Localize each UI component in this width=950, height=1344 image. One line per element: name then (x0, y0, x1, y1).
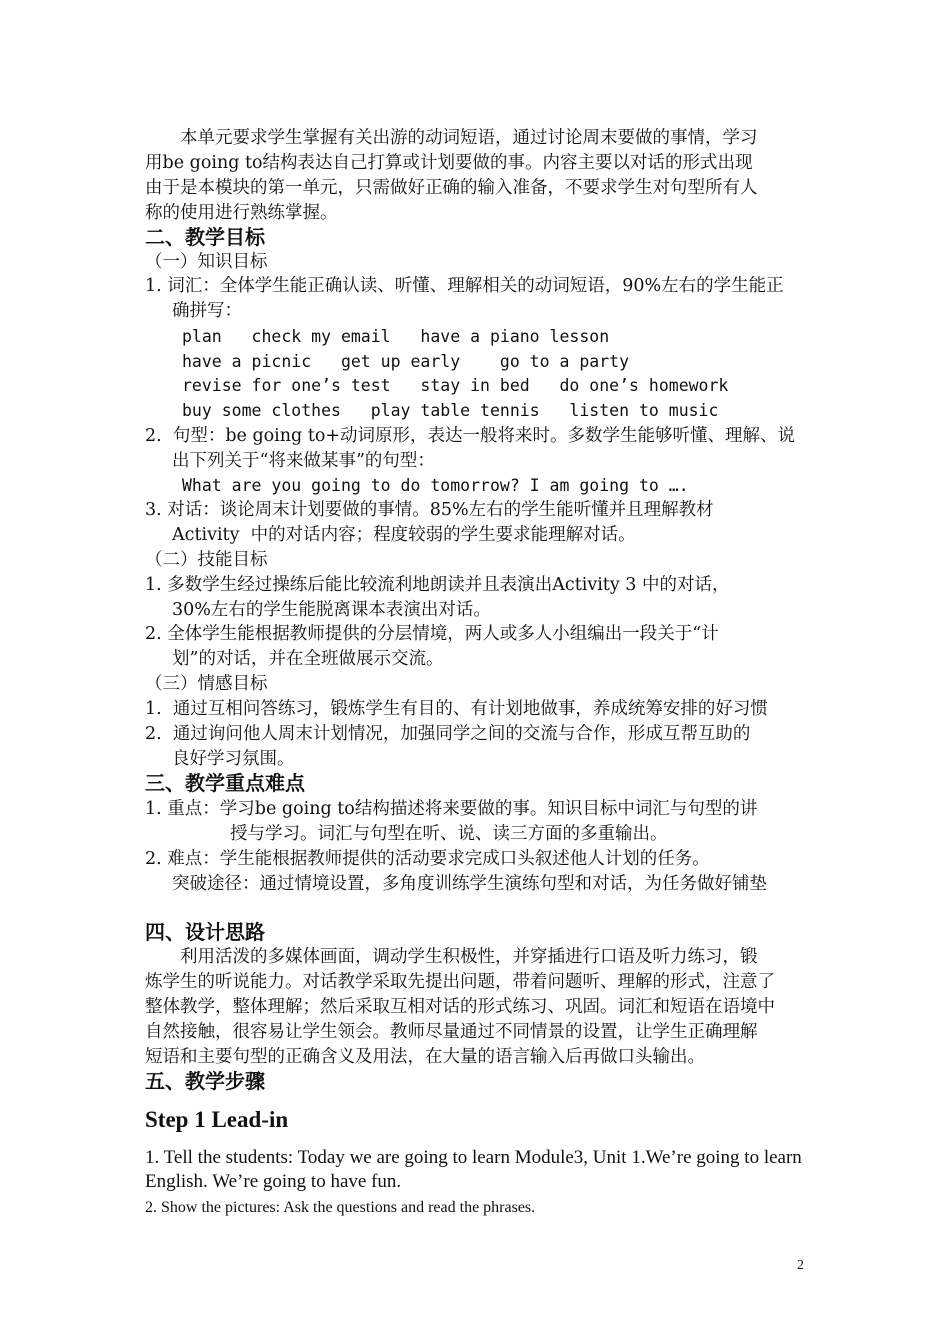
intro-line-4: 称的使用进行熟练掌握。 (145, 203, 338, 223)
section-heading-objectives: 二、教学目标 (145, 225, 265, 249)
step-1-heading: Step 1 Lead-in (145, 1107, 289, 1132)
intro-line-1: 本单元要求学生掌握有关出游的动词短语，通过讨论周末要做的事情，学习 (180, 128, 758, 148)
design-line-5: 短语和主要句型的正确含义及用法，在大量的语言输入后再做口头输出。 (145, 1047, 705, 1067)
vocab-item-line-1: 1. 词汇：全体学生能正确认读、听懂、理解相关的动词短语，90%左右的学生能正 (145, 276, 784, 296)
difficulty-line: 2. 难点：学生能根据教师提供的活动要求完成口头叙述他人计划的任务。 (145, 849, 710, 869)
vocab-item-line-2: 确拼写： (172, 301, 242, 321)
dialogue-item-line-2: Activity 中的对话内容；程度较弱的学生要求能理解对话。 (172, 525, 636, 545)
section-heading-steps: 五、教学步骤 (145, 1069, 265, 1093)
subheading-skills: （二）技能目标 (145, 550, 268, 570)
design-line-1: 利用活泼的多媒体画面，调动学生积极性，并穿插进行口语及听力练习，锻 (180, 947, 758, 967)
emotion-item-2-line-1: 2. 通过询问他人周末计划情况，加强同学之间的交流与合作，形成互帮互助的 (145, 724, 751, 744)
dialogue-item-line-1: 3. 对话：谈论周末计划要做的事情。85%左右的学生能听懂并且理解教材 (145, 500, 714, 520)
design-line-4: 自然接触，很容易让学生领会。教师尽量通过不同情景的设置，让学生正确理解 (145, 1022, 758, 1042)
emotion-item-2-line-2: 良好学习氛围。 (172, 749, 295, 769)
section-heading-design: 四、设计思路 (145, 920, 265, 944)
skill-item-2-line-2: 划”的对话，并在全班做展示交流。 (172, 649, 444, 669)
intro-line-2: 用be going to结构表达自己打算或计划要做的事。内容主要以对话的形式出现 (145, 153, 753, 173)
sentence-item-line-1: 2. 句型：be going to+动词原形，表达一般将来时。多数学生能够听懂、理解、说 (145, 426, 796, 446)
phrase-row-4: buy some clothes play table tennis listen to music (182, 401, 719, 420)
subheading-emotion: （三）情感目标 (145, 674, 268, 694)
phrase-row-1: plan check my email have a piano lesson (182, 327, 610, 346)
subheading-knowledge: （一）知识目标 (145, 252, 268, 272)
section-heading-key-points: 三、教学重点难点 (145, 771, 305, 795)
skill-item-2-line-1: 2. 全体学生能根据教师提供的分层情境，两人或多人小组编出一段关于“计 (145, 624, 719, 644)
key-point-line-1: 1. 重点：学习be going to结构描述将来要做的事。知识目标中词汇与句型的讲 (145, 799, 758, 819)
intro-line-3: 由于是本模块的第一单元，只需做好正确的输入准备，不要求学生对句型所有人 (145, 178, 758, 198)
skill-item-1-line-2: 30%左右的学生能脱离课本表演出对话。 (172, 600, 491, 620)
skill-item-1-line-1: 1. 多数学生经过操练后能比较流利地朗读并且表演出Activity 3 中的对话， (145, 575, 730, 595)
page-number: 2 (797, 1258, 804, 1273)
sentence-item-line-2: 出下列关于“将来做某事”的句型： (172, 451, 435, 471)
step-1-item-1-line-2: English. We’re going to have fun. (145, 1171, 402, 1192)
breakthrough-line: 突破途径：通过情境设置，多角度训练学生演练句型和对话，为任务做好铺垫 (172, 874, 767, 894)
phrase-row-2: have a picnic get up early go to a party (182, 352, 630, 371)
emotion-item-1: 1. 通过互相问答练习，锻炼学生有目的、有计划地做事，养成统筹安排的好习惯 (145, 699, 768, 719)
phrase-row-3: revise for one’s test stay in bed do one’s homework (182, 376, 729, 395)
key-point-line-2: 授与学习。词汇与句型在听、说、读三方面的多重输出。 (230, 824, 668, 844)
step-1-item-2: 2. Show the pictures: Ask the questions and read the phrases. (145, 1199, 536, 1216)
sentence-example: What are you going to do tomorrow? I am going to …. (182, 476, 689, 495)
design-line-2: 炼学生的听说能力。对话教学采取先提出问题，带着问题听、理解的形式，注意了 (145, 972, 775, 992)
step-1-item-1-line-1: 1. Tell the students: Today we are going to learn Module3, Unit 1.We’re going to learn (145, 1147, 802, 1168)
design-line-3: 整体教学，整体理解；然后采取互相对话的形式练习、巩固。词汇和短语在语境中 (145, 997, 775, 1017)
